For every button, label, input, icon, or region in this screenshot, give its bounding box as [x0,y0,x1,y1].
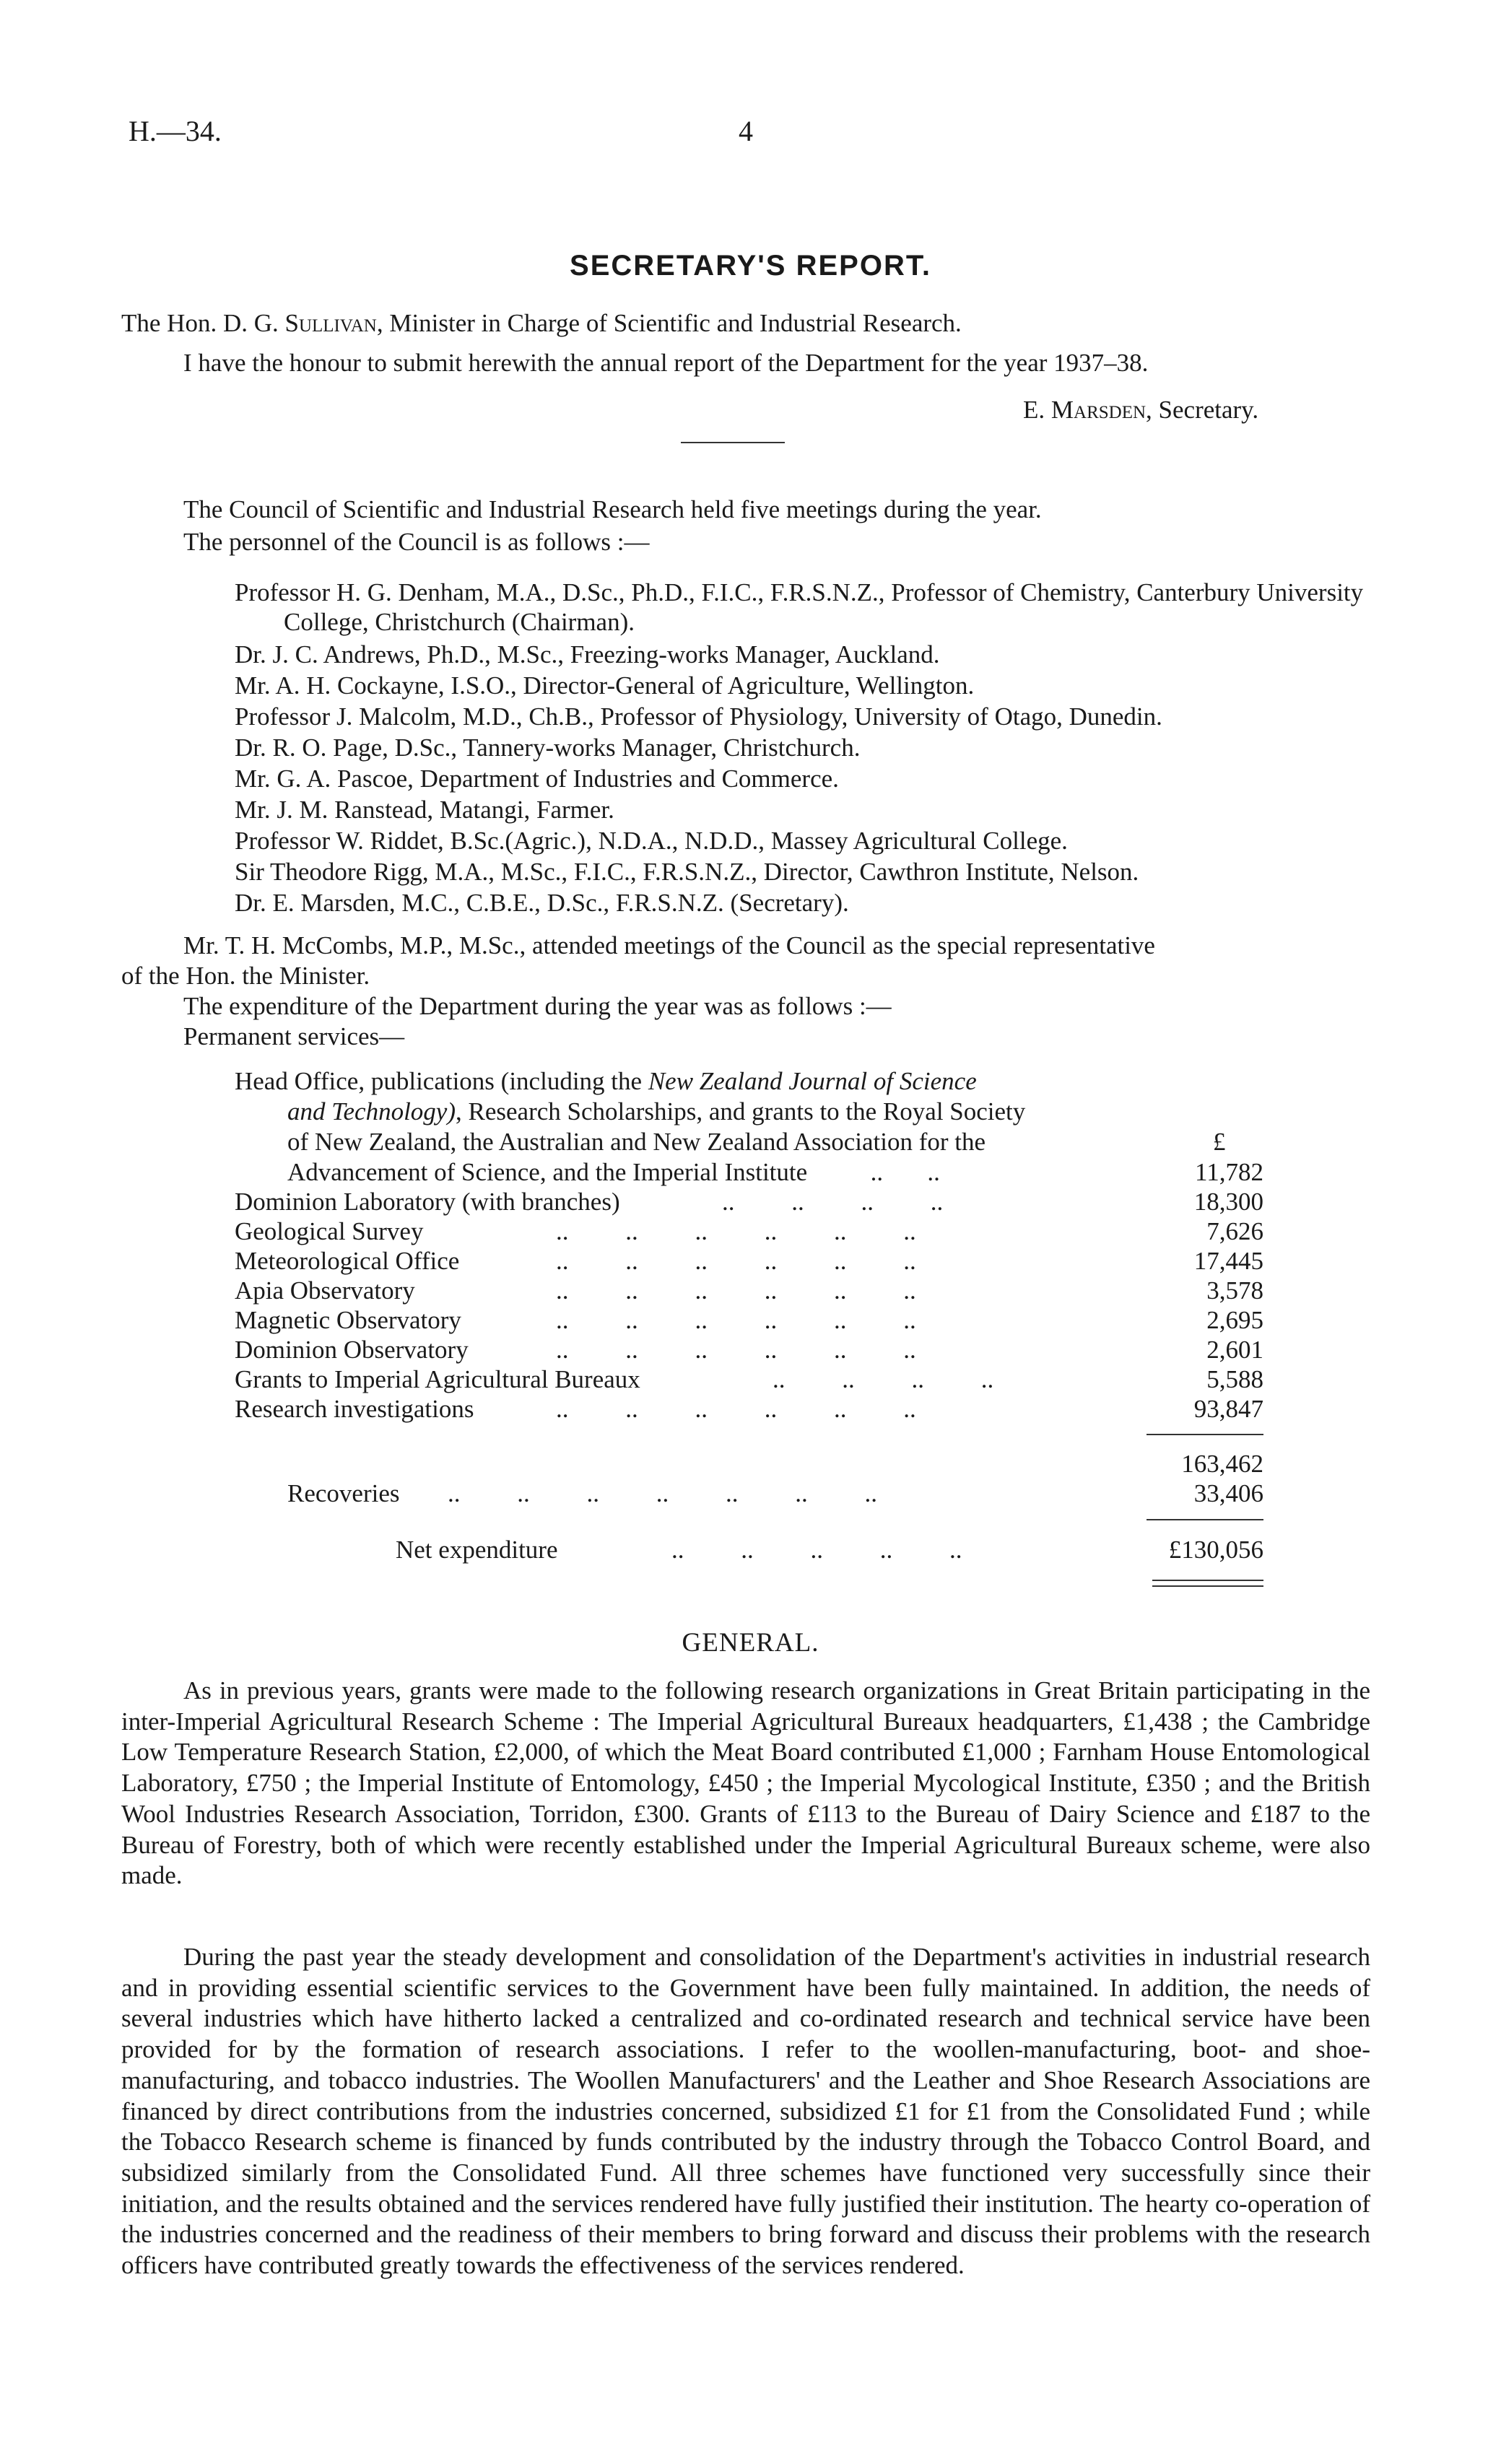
general-paragraph-1: As in previous years, grants were made to the following research organizations in Great Britain participating in the inter-Imperial Agricultural Research Scheme : The Imperial Agricultural Bureaux headquarters, £1,438 ; the Cambridge Low Temperature Research Station, £2,000, of which the Meat Board contributed £1,000 ; Farnham House Entomological Laboratory, £750 ; the Imperial Institute of Entomology, £450 ; the Imperial Mycological Institute, £350 ; and the British Wool Industries Research Association, Torridon, £300. Grants of £113 to the Bureau of Dairy Science and £187 to the Bureau of Forestry, both of which were recently established under the Imperial Agricultural Bureaux scheme, were also made. [121,1676,1370,1890]
head-office-text-4: Advancement of Science, and the Imperial Institute [287,1158,808,1186]
item-label: Meteorological Office [235,1247,460,1275]
amount-value: 3,578 [1206,1276,1263,1305]
member-7: Mr. J. M. Ranstead, Matangi, Farmer. [235,796,614,824]
amount-value: 7,626 [1206,1217,1263,1245]
amount-value: 93,847 [1193,1395,1263,1423]
subtotal-rule [1147,1434,1263,1435]
council-intro: The Council of Scientific and Industrial Research held five meetings during the year. [183,495,1042,523]
net-amount: £130,056 [1168,1536,1263,1564]
head-office-line-1 [235,1067,977,1096]
leader-dots: .. .. .. .. .. [671,1536,962,1564]
leader-dots: .. .. .. .. .. .. .. [448,1479,877,1507]
member-3: Mr. A. H. Cockayne, I.S.O., Director-General of Agriculture, Wellington. [235,671,975,700]
head-office-text-2b: , Research Scholarships, and grants to the Royal Society [456,1097,1026,1126]
submission-line: I have the honour to submit herewith the annual report of the Department for the year 1937–38. [183,349,1149,377]
journal-title: New Zealand Journal of Science [648,1067,977,1095]
report-code: H.—34. [129,115,222,147]
head-office-line-3: of New Zealand, the Australian and New Zealand Association for the [287,1128,986,1156]
general-paragraph-2: During the past year the steady development and consolidation of the Department's activities in industrial research and in providing essential scientific services to the Government have been fully maintained. In addition, the needs of several industries which have hitherto lacked a centralized and co-ordinated research and technical service have been provided for by the formation of research associations. I refer to the woollen-manufacturing, boot- and shoe-manufacturing, and tobacco industries. The Woollen Manufacturers' and the Leather and Shoe Research Associations are financed by direct contributions from the industries concerned, subsidized £1 for £1 from the Consolidated Fund ; while the Tobacco Research scheme is financed by funds contributed by the industry through the Tobacco Control Board, and subsidized similarly from the Consolidated Fund. All three schemes have functioned very successfully since their initiation, and the results obtained and the services rendered have fully justified their institution. The hearty co-operation of the industries concerned and the readiness of their members to bring forward and discuss their problems with the research officers have contributed greatly towards the effectiveness of the services rendered. [121,1943,1370,2280]
leader-dots: .. .. .. .. .. .. [556,1336,916,1364]
amount-value: 2,695 [1206,1306,1263,1334]
member-5: Dr. R. O. Page, D.Sc., Tannery-works Manager, Christchurch. [235,733,861,762]
member-2: Dr. J. C. Andrews, Ph.D., M.Sc., Freezing-works Manager, Auckland. [235,640,940,669]
member-4: Professor J. Malcolm, M.D., Ch.B., Professor of Physiology, University of Otago, Dunedin. [235,702,1162,731]
divider [681,442,785,443]
address-suffix: , Minister in Charge of Scientific and Industrial Research. [376,309,962,337]
amount-value: 2,601 [1206,1336,1263,1364]
leader-dots: .. .. .. .. .. .. [556,1306,916,1334]
net-label: Net expenditure [396,1536,558,1564]
member-8: Professor W. Riddet, B.Sc.(Agric.), N.D.A., N.D.D., Massey Agricultural College. [235,827,1068,855]
page-number: 4 [739,115,753,147]
amount-value: 17,445 [1193,1247,1263,1275]
item-label: Dominion Laboratory (with branches) [235,1188,620,1216]
double-rule-top [1152,1580,1263,1581]
item-label: Geological Survey [235,1217,424,1245]
amount-value: 18,300 [1193,1188,1263,1216]
council-member [235,578,1383,637]
address-line [121,309,962,338]
signature [1023,396,1258,425]
leader-dots: .. .. .. .. .. .. [556,1217,916,1245]
mccombs-line-1: Mr. T. H. McCombs, M.P., M.Sc., attended meetings of the Council as the special representative [183,931,1155,959]
mccombs-line-2: of the Hon. the Minister. [121,962,370,990]
subtotal-amount: 163,462 [1181,1450,1263,1478]
expenditure-intro: The expenditure of the Department during the year was as follows :— [183,992,892,1020]
member-10: Dr. E. Marsden, M.C., C.B.E., D.Sc., F.R.S.N.Z. (Secretary). [235,889,849,917]
double-rule-bottom [1152,1585,1263,1587]
leader-dots: .. .. .. .. .. .. [556,1247,916,1275]
head-office-line-2 [287,1097,1025,1126]
currency-symbol: £ [1213,1128,1226,1156]
page-title: SECRETARY'S REPORT. [570,250,931,282]
item-label: Magnetic Observatory [235,1306,461,1334]
signature-prefix: E. [1023,396,1045,424]
item-label: Grants to Imperial Agricultural Bureaux [235,1365,640,1393]
member-1-text: Professor H. G. Denham, M.A., D.Sc., Ph.D., F.I.C., F.R.S.N.Z., Professor of Chemistry, Canterbury University College, Christchurch (Chairman). [235,578,1364,636]
net-rule [1147,1519,1263,1520]
amount-head-office: 11,782 [1195,1158,1263,1186]
item-label: Apia Observatory [235,1276,415,1305]
journal-title-cont: and Technology) [287,1097,456,1126]
head-office-text-1a: Head Office, publications (including the [235,1067,643,1095]
member-6: Mr. G. A. Pascoe, Department of Industries and Commerce. [235,765,839,793]
minister-name: Sullivan [284,309,377,337]
member-1 [235,578,1383,637]
leader-dots: .. .. .. .. [722,1188,944,1216]
signature-name: Marsden [1050,396,1147,424]
leader-dots: .. .. .. .. [773,1365,994,1393]
amount-value: 5,588 [1206,1365,1263,1393]
recoveries-amount: 33,406 [1193,1479,1263,1507]
general-heading: GENERAL. [682,1628,819,1658]
address-prefix: The Hon. D. G. [121,309,279,337]
leader-dots: .. .. .. .. .. .. [556,1276,916,1305]
permanent-services: Permanent services— [183,1022,405,1050]
item-label: Dominion Observatory [235,1336,469,1364]
member-9: Sir Theodore Rigg, M.A., M.Sc., F.I.C., F.R.S.N.Z., Director, Cawthron Institute, Nelson. [235,858,1139,886]
head-office-line-4: Advancement of Science, and the Imperial Institute .. .. [287,1158,940,1186]
item-label: Research investigations [235,1395,474,1423]
recoveries-label: Recoveries [287,1479,400,1507]
leader-dots: .. .. .. .. .. .. [556,1395,916,1423]
personnel-intro: The personnel of the Council is as follows :— [183,528,650,556]
signature-suffix: , Secretary. [1146,396,1259,424]
